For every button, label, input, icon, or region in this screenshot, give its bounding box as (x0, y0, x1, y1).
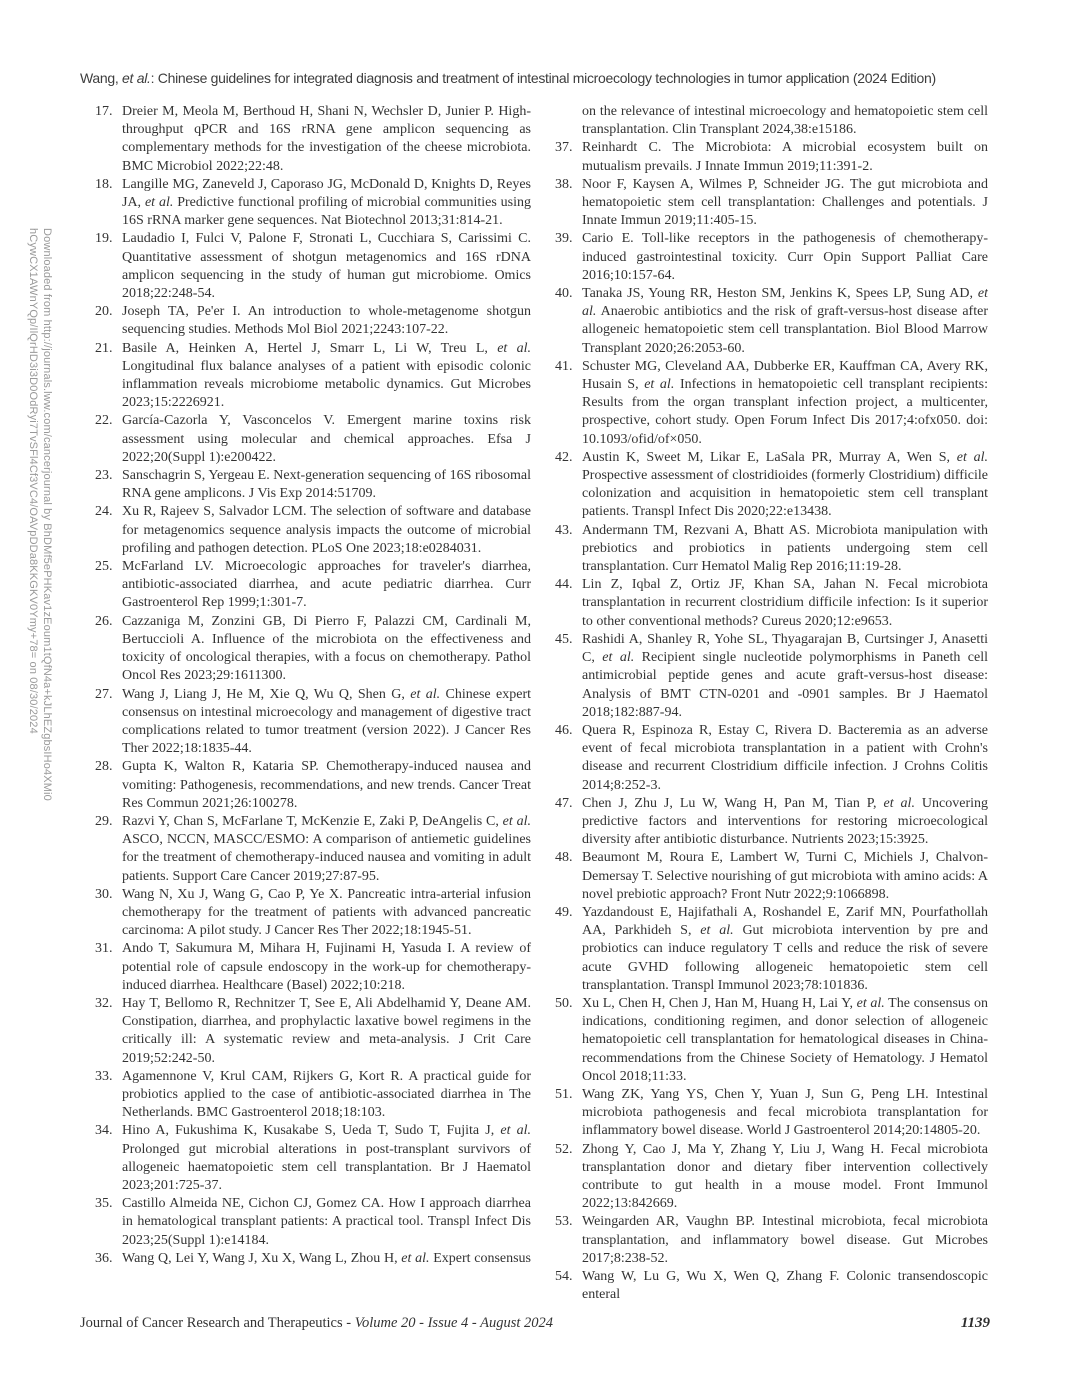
reference-text: Hay T, Bellomo R, Rechnitzer T, See E, Ali Abdelhamid Y, Deane AM. Constipation, diarrhea, and prophylactic laxative bowel regimens in the critically ill: A systematic review and meta-analysis. J Crit Care 2019;52:242-50. (122, 995, 531, 1066)
journal-title-footer: Journal of Cancer Research and Therapeutics - Volume 20 - Issue 4 - August 2024 (80, 1315, 554, 1331)
reference-text: McFarland LV. Microecologic approaches for traveler's diarrhea, antibiotic-associated diarrhea, and acute pediatric diarrhea. Curr Gastroenterol Rep 1999;1:301-7. (122, 559, 531, 611)
reference-text: Zhong Y, Cao J, Ma Y, Zhang Y, Liu J, Wang H. Fecal microbiota transplantation donor and dietary fiber intervention collectively contribute to gut health in a mouse model. Front Immunol 2022;13:842669. (582, 1141, 988, 1212)
running-head: Wang, et al.: Chinese guidelines for integrated diagnosis and treatment of intestinal microecology technologies in tumor application (2024 Edition) (80, 70, 936, 86)
reference-number: 34. (95, 1123, 113, 1139)
reference-text: Sanschagrin S, Yergeau E. Next-generation sequencing of 16S ribosomal RNA gene amplicons. J Vis Exp 2014:51709. (122, 468, 531, 502)
reference-item (95, 340, 531, 413)
reference-text: García-Cazorla Y, Vasconcelos V. Emergent marine toxins risk assessment using molecular and chemical approaches. Efsa J 2022;20(Suppl 1):e200422. (122, 413, 531, 465)
reference-item (95, 230, 531, 303)
reference-number: 25. (95, 559, 113, 575)
reference-text: Cario E. Toll-like receptors in the pathogenesis of chemotherapy-induced gastrointestinal toxicity. Curr Opin Support Palliat Care 2016;10:157-64. (582, 231, 988, 283)
reference-item (555, 358, 988, 449)
reference-text: Castillo Almeida NE, Cichon CJ, Gomez CA. How I approach diarrhea in hematological transplant patients: A practical tool. Transpl Infect Dis 2023;25(Suppl 1):e14184. (122, 1196, 531, 1248)
reference-text: Beaumont M, Roura E, Lambert W, Turni C, Michiels J, Chalvon-Demersay T. Selective nourishing of gut microbiota with amino acids: A novel prebiotic approach? Front Nutr 2022;9:1066898. (582, 850, 988, 902)
reference-number: 53. (555, 1214, 573, 1230)
reference-item (95, 686, 531, 759)
reference-text: Basile A, Heinken A, Hertel J, Smarr L, Li W, Treu L, et al. Longitudinal flux balance analyses of a patient with episodic colonic inflammation reveals microbiome metabolic dynamics. Gut Microbes 2023;15:2226921. (122, 340, 531, 411)
reference-number: 44. (555, 577, 573, 593)
reference-text: Joseph TA, Pe'er I. An introduction to whole-metagenome shotgun sequencing studies. Methods Mol Biol 2021;2243:107-22. (122, 304, 531, 338)
reference-item (95, 758, 531, 813)
reference-number: 21. (95, 340, 113, 356)
reference-item (95, 613, 531, 686)
reference-number: 19. (95, 231, 113, 247)
references-column-right (555, 103, 988, 1301)
reference-number: 50. (555, 995, 573, 1011)
reference-item (555, 1268, 988, 1301)
reference-text: Hino A, Fukushima K, Kusakabe S, Ueda T, Sudo T, Fujita J, et al. Prolonged gut microbial alterations in post-transplant survivors of allogeneic haematopoietic stem cell transplantation. Br J Haematol 2023;201:725-37. (122, 1123, 531, 1193)
reference-text: Wang Q, Lei Y, Wang J, Xu X, Wang L, Zhou H, et al. Expert consensus (122, 1250, 531, 1266)
reference-number: 32. (95, 995, 113, 1011)
reference-item (555, 449, 988, 522)
reference-number: 30. (95, 886, 113, 902)
reference-number: 51. (555, 1086, 573, 1102)
references-columns (95, 103, 988, 1301)
reference-text: Yazdandoust E, Hajifathali A, Roshandel E, Zarif MN, Pourfathollah AA, Parkhideh S, et al. Gut microbiota intervention by pre and probiotics can induce regulatory T cells and reduce the risk of severe acute GVHD following allogeneic hematopoietic stem cell transplantation. Transpl Immunol 2023;78:101836. (582, 904, 988, 993)
reference-number: 18. (95, 176, 113, 192)
reference-number: 54. (555, 1269, 573, 1284)
reference-text: Noor F, Kaysen A, Wilmes P, Schneider JG. The gut microbiota and hematopoietic stem cell transplantation: Challenges and potentials. J Innate Immun 2019;11:405-15. (582, 176, 988, 229)
reference-item (555, 1086, 988, 1141)
reference-text: Wang W, Lu G, Wu X, Wen Q, Zhang F. Colonic transendoscopic enteral (582, 1269, 988, 1301)
reference-text: Wang J, Liang J, He M, Xie Q, Wu Q, Shen G, et al. Chinese expert consensus on intestinal microecology and management of digestive tract complications related to tumor treatment (version 2022). J Cancer Res Ther 2022;18:1835-44. (122, 686, 532, 757)
reference-item (555, 176, 988, 231)
reference-text: Xu R, Rajeev S, Salvador LCM. The selection of software and database for metagenomics sequence analysis impacts the outcome of microbial profiling and pathogen detection. PLoS One 2023;18:e0284031. (122, 504, 531, 556)
reference-text: Tanaka JS, Young RR, Heston SM, Jenkins K, Spees LP, Sung AD, et al. Anaerobic antibiotics and the risk of graft-versus-host disease after allogeneic hematopoietic stem cell transplantation. Biol Blood Marrow Transplant 2020;26:2053-60. (582, 286, 988, 356)
reference-number: 33. (95, 1068, 113, 1084)
reference-number: 39. (555, 231, 573, 247)
reference-item (95, 558, 531, 613)
reference-item (555, 995, 988, 1086)
reference-number: 24. (95, 504, 113, 520)
reference-item (95, 503, 531, 558)
reference-item (95, 176, 531, 231)
download-watermark (26, 228, 53, 801)
reference-item (555, 1141, 988, 1214)
reference-text: Agamennone V, Krul CAM, Rijkers G, Kort R. A practical guide for probiotics applied to the case of antibiotic-associated diarrhea in The Netherlands. BMC Gastroenterol 2018;18:103. (122, 1068, 531, 1121)
reference-item (555, 230, 988, 285)
reference-number: 38. (555, 176, 573, 192)
reference-item (555, 795, 988, 850)
reference-number: 27. (95, 686, 113, 702)
reference-item (95, 940, 531, 995)
reference-number: 37. (555, 140, 573, 156)
reference-text: Gupta K, Walton R, Kataria SP. Chemotherapy-induced nausea and vomiting: Pathogenesis, recommendations, and new trends. Cancer Treat Res Commun 2021;26:100278. (122, 759, 531, 811)
page-number: 1139 (960, 1315, 990, 1331)
reference-text: Langille MG, Zaneveld J, Caporaso JG, McDonald D, Knights D, Reyes JA, et al. Predictive functional profiling of microbial communities using 16S rRNA marker gene sequences. Nat Biotechnol 2013;31:814-21. (122, 176, 532, 229)
reference-text: Xu L, Chen H, Chen J, Han M, Huang H, Lai Y, et al. The consensus on indications, conditioning regimen, and donor selection of allogeneic hematopoietic cell transplantation for hematological diseases in China-recommendations from the Chinese Society of Hematology. J Hematol Oncol 2018;11:33. (582, 995, 988, 1084)
reference-item (555, 631, 988, 722)
reference-item (95, 995, 531, 1068)
reference-text: Dreier M, Meola M, Berthoud H, Shani N, Wechsler D, Junier P. High-throughput qPCR and 16S rRNA gene amplicon sequencing as complementary methods for the investigation of the cheese microbiota. BMC Microbiol 2022;22:48. (122, 104, 531, 174)
reference-number: 40. (555, 286, 573, 302)
reference-text: Reinhardt C. The Microbiota: A microbial ecosystem built on mutualism prevails. J Innate Immun 2019;11:391-2. (582, 140, 988, 174)
reference-item (555, 904, 988, 995)
reference-item (95, 467, 531, 503)
reference-text: Wang ZK, Yang YS, Chen Y, Yuan J, Sun G, Peng LH. Intestinal microbiota pathogenesis and fecal microbiota transplantation for inflammatory bowel disease. World J Gastroenterol 2014;20:14805-20. (582, 1086, 988, 1139)
reference-number: 48. (555, 850, 573, 866)
reference-text: Laudadio I, Fulci V, Palone F, Stronati L, Cucchiara S, Carissimi C. Quantitative assessment of shotgun metagenomics and 16S rDNA amplicon sequencing in the study of human gut microbiome. Omics 2018;22:248-54. (122, 231, 531, 302)
reference-item (555, 522, 988, 577)
references-column-left (95, 103, 531, 1301)
page-footer (80, 1315, 990, 1332)
reference-number: 26. (95, 613, 113, 629)
reference-item (95, 1122, 531, 1195)
reference-number: 28. (95, 759, 113, 775)
reference-text: Schuster MG, Cleveland AA, Dubberke ER, Kauffman CA, Avery RK, Husain S, et al. Infections in hematopoietic cell transplant recipients: Results from the organ transplant infection project, a multicenter, prospective, cohort study. Open Forum Infect Dis 2017;4:ofx050. doi: 10.1093/ofid/of×050. (582, 358, 988, 447)
reference-number: 47. (555, 795, 573, 811)
reference-text: Chen J, Zhu J, Lu W, Wang H, Pan M, Tian P, et al. Uncovering predictive factors and interventions for restoring microecological diversity after antibiotic disturbance. Nutrients 2023;15:3925. (582, 795, 988, 848)
reference-number: 31. (95, 941, 113, 957)
reference-item (555, 139, 988, 175)
reference-item (95, 886, 531, 941)
watermark-line-1: Downloaded from http://journals.lww.com/cancerjournal by BhDMf5ePHKav1zEoum1tQfN4a+kJLhEZgbsIHo4XMi0 (41, 228, 53, 801)
reference-text: Quera R, Espinoza R, Estay C, Rivera D. Bacteremia as an adverse event of fecal microbiota transplantation in a patient with Crohn's disease and recurrent Clostridium difficile infection. J Crohns Colitis 2014;8:252-3. (582, 722, 988, 793)
reference-item (95, 813, 531, 886)
reference-item (95, 303, 531, 339)
reference-item (555, 722, 988, 795)
reference-number: 36. (95, 1250, 113, 1266)
reference-number: 45. (555, 631, 573, 647)
reference-item (95, 1195, 531, 1250)
reference-text: Razvi Y, Chan S, McFarlane T, McKenzie E, Zaki P, DeAngelis C, et al. ASCO, NCCN, MASCC/ESMO: A comparison of antiemetic guidelines for the treatment of chemotherapy-induced nausea and vomiting in adult patients. Support Care Cancer 2019;27:87-95. (122, 813, 532, 884)
reference-number: 49. (555, 904, 573, 920)
reference-number: 35. (95, 1196, 113, 1212)
reference-text: Austin K, Sweet M, Likar E, LaSala PR, Murray A, Wen S, et al. Prospective assessment of clostridioides (formerly Clostridium) difficile colonization and acquisition in hematopoietic stem cell transplant patients. Transpl Infect Dis 2020;22:e13438. (582, 449, 988, 520)
reference-text: Andermann TM, Rezvani A, Bhatt AS. Microbiota manipulation with prebiotics and probiotics in patients undergoing stem cell transplantation. Curr Hematol Malig Rep 2016;11:19-28. (582, 522, 988, 575)
reference-text: on the relevance of intestinal microecology and hematopoietic stem cell transplantation. Clin Transplant 2024,38:e15186. (582, 104, 988, 138)
reference-text: Weingarden AR, Vaughn BP. Intestinal microbiota, fecal microbiota transplantation, and inflammatory bowel disease. Gut Microbes 2017;8:238-52. (582, 1214, 988, 1266)
reference-number: 23. (95, 468, 113, 484)
reference-number: 17. (95, 104, 113, 119)
reference-item (555, 1213, 988, 1268)
reference-item (95, 412, 531, 467)
reference-text: Wang N, Xu J, Wang G, Cao P, Ye X. Pancreatic intra-arterial infusion chemotherapy for the treatment of patients with advanced pancreatic carcinoma: A pilot study. J Cancer Res Ther 2022;18:1945-51. (122, 886, 531, 939)
reference-number: 41. (555, 358, 573, 374)
reference-text: Lin Z, Iqbal Z, Ortiz JF, Khan SA, Jahan N. Fecal microbiota transplantation in recurrent clostridium difficile infection: Is it superior to other conventional methods? Cureus 2020;12:e9653. (582, 577, 988, 629)
reference-number: 20. (95, 304, 113, 320)
reference-number: 29. (95, 813, 113, 829)
reference-item (95, 1068, 531, 1123)
reference-continuation (555, 103, 988, 139)
reference-item (555, 849, 988, 904)
reference-item (95, 103, 531, 176)
reference-number: 43. (555, 522, 573, 538)
reference-item (555, 285, 988, 358)
reference-number: 42. (555, 449, 573, 465)
reference-number: 52. (555, 1141, 573, 1157)
reference-text: Rashidi A, Shanley R, Yohe SL, Thyagarajan B, Curtsinger J, Anasetti C, et al. Recipient single nucleotide polymorphisms in Paneth cell antimicrobial peptide genes and acute graft-versus-host disease: Analysis of BMT CTN-0201 and -0901 samples. Br J Haematol 2018;182:887-94. (582, 631, 988, 720)
watermark-line-2: hCywCX1AWnYQp/IlQrHD3i3D0OdRyi7TvSFl4Cf3VC4/OAVpDDa8KKGKV0Ymy+78= on 08/30/2024 (27, 228, 40, 734)
reference-item (555, 576, 988, 631)
reference-text: Cazzaniga M, Zonzini GB, Di Pierro F, Palazzi CM, Cardinali M, Bertuccioli A. Influence of the microbiota on the effectiveness and toxicity of oncological therapies, with a focus on chemotherapy. Pathol Oncol Res 2023;29:1611300. (122, 613, 531, 684)
reference-item (95, 1250, 531, 1268)
reference-number: 46. (555, 722, 573, 738)
reference-text: Ando T, Sakumura M, Mihara H, Fujinami H, Yasuda I. A review of potential role of capsule endoscopy in the work-up for chemotherapy-induced diarrhea. Healthcare (Basel) 2022;10:218. (122, 941, 531, 993)
reference-number: 22. (95, 413, 113, 429)
